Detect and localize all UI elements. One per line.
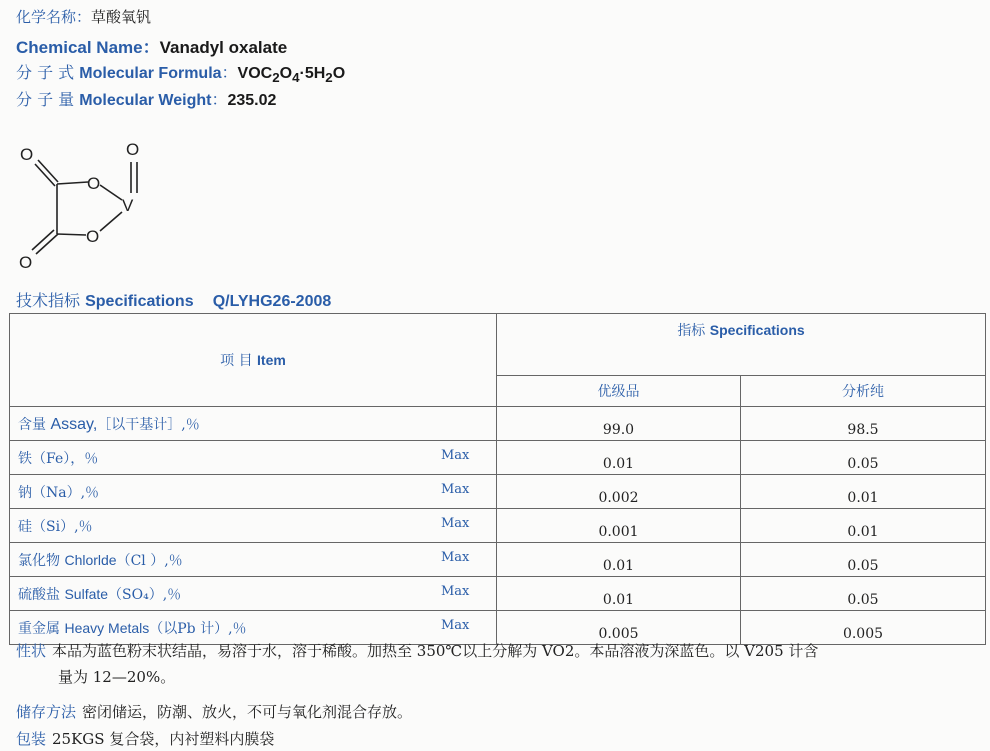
item-name-en: Chlorlde (64, 552, 117, 568)
max-label: Max (441, 550, 470, 565)
bond-o-v-bottom (100, 212, 122, 231)
max-label: Max (441, 516, 470, 531)
item-name-cn: 硫酸盐 (18, 587, 60, 603)
item-name-suffix: （Cl ）,％ (116, 553, 183, 569)
value-analytical: 0.01 (741, 475, 986, 509)
weight-en-label: Molecular Weight (79, 92, 212, 109)
table-row (10, 543, 986, 577)
value-superior: 0.01 (497, 441, 741, 475)
max-label: Max (441, 584, 470, 599)
item-name-cn: 钠（Na）,％ (18, 485, 100, 501)
header-spec-en: Specifications (709, 322, 805, 338)
value-analytical: 0.05 (741, 577, 986, 611)
formula-en-label: Molecular Formula (79, 65, 222, 82)
item-name (18, 516, 93, 536)
item-name-cn: 氯化物 (18, 553, 60, 569)
package-text: 25KGS 复合袋，内衬塑料内膜袋 (52, 730, 275, 748)
value-analytical: 0.05 (741, 543, 986, 577)
item-cell (10, 475, 497, 509)
value-superior: 0.002 (497, 475, 741, 509)
package-paragraph (16, 728, 274, 749)
formula-value (237, 65, 346, 86)
table-row (10, 475, 986, 509)
property-paragraph (16, 640, 818, 661)
atom-o1: O (20, 145, 34, 164)
header-grade-superior: 优级品 (497, 376, 741, 407)
item-name (18, 584, 181, 604)
header-spec-cn: 指标 (677, 323, 706, 339)
spec-heading-cn: 技术指标 (16, 291, 81, 310)
formula-part-a: VOC (237, 65, 273, 82)
storage-paragraph (16, 701, 412, 722)
item-name-suffix: ［以干基计］,％ (97, 417, 200, 433)
value-analytical: 0.01 (741, 509, 986, 543)
structural-formula (10, 138, 170, 278)
chinese-name-value: 草酸氧钒 (91, 8, 152, 26)
formula-part-g: O (332, 65, 346, 82)
value-analytical: 0.05 (741, 441, 986, 475)
english-name-label: Chemical Name (16, 38, 143, 57)
spec-standard: Q/LYHG26-2008 (212, 293, 332, 310)
max-label: Max (441, 448, 470, 463)
value-superior: 0.001 (497, 509, 741, 543)
atom-o3: O (87, 174, 101, 193)
spec-heading-en: Specifications (85, 293, 194, 310)
formula-line (16, 60, 345, 85)
english-name-sep: ： (142, 38, 160, 57)
item-name (18, 448, 98, 468)
item-name-en: Heavy Metals (64, 620, 150, 636)
item-name (18, 550, 183, 570)
weight-sep: ： (211, 90, 228, 109)
header-item-en: Item (257, 352, 286, 368)
formula-sep: ： (221, 63, 238, 82)
formula-part-b: 2 (272, 70, 280, 86)
atom-o2: O (126, 140, 140, 159)
specifications-heading (16, 288, 331, 311)
table-row (10, 407, 986, 441)
item-name-suffix: （以Pb 计）,％ (149, 621, 247, 637)
table-row (10, 509, 986, 543)
value-superior: 0.01 (497, 577, 741, 611)
item-cell (10, 407, 497, 441)
atom-v: V (122, 196, 134, 215)
bond-c2-o (57, 234, 86, 235)
weight-value: 235.02 (227, 92, 277, 109)
header-item-cell (10, 314, 497, 407)
header-item-cn: 项 目 (220, 353, 253, 369)
storage-text: 密闭储运，防潮、放火，不可与氧化剂混合存放。 (82, 703, 413, 721)
property-text: 本品为蓝色粉末状结晶，易溶于水，溶于稀酸。加热至 350℃以上分解为 VO2。本品溶液为深蓝色。以 V205 计含 (52, 642, 819, 660)
value-analytical: 0.005 (741, 611, 986, 645)
formula-part-d: 4 (292, 70, 300, 86)
chinese-name-line (16, 6, 151, 27)
item-cell (10, 509, 497, 543)
property-label: 性状 (16, 642, 47, 660)
max-label: Max (441, 618, 470, 633)
english-name-value: Vanadyl oxalate (159, 38, 288, 57)
item-name-en: Sulfate (64, 586, 109, 602)
item-name-suffix: （SO₄）,％ (108, 587, 182, 603)
table-row (10, 441, 986, 475)
table-row (10, 577, 986, 611)
item-name-cn: 硅（Si）,％ (18, 519, 93, 535)
property-paragraph-continued (58, 666, 175, 687)
item-name (18, 618, 247, 638)
bond-c1-o (57, 182, 88, 184)
item-name (18, 414, 200, 434)
value-superior: 0.005 (497, 611, 741, 645)
formula-part-e: ·5H (299, 65, 326, 82)
header-spec-cell (497, 314, 986, 376)
item-name-cn: 含量 (18, 417, 46, 433)
formula-part-c: O (279, 65, 293, 82)
value-superior: 99.0 (497, 407, 741, 441)
item-name (18, 482, 99, 502)
value-analytical: 98.5 (741, 407, 986, 441)
item-name-en: Assay, (50, 416, 98, 433)
english-name-line (16, 33, 287, 58)
item-cell (10, 543, 497, 577)
property-text-continued: 量为 12—20%。 (58, 668, 176, 686)
item-name-cn: 铁（Fe），％ (18, 451, 99, 467)
package-label: 包装 (16, 730, 47, 748)
formula-part-f: 2 (325, 70, 333, 86)
weight-cn-label: 分 子 量 (16, 90, 75, 109)
item-name-cn: 重金属 (18, 621, 60, 637)
item-cell (10, 441, 497, 475)
atom-o4: O (86, 227, 100, 246)
header-grade-analytical: 分析纯 (741, 376, 986, 407)
item-cell (10, 577, 497, 611)
value-superior: 0.01 (497, 543, 741, 577)
specifications-table (9, 313, 986, 645)
max-label: Max (441, 482, 470, 497)
storage-label: 储存方法 (16, 703, 77, 721)
bond-o-v-top (100, 185, 122, 200)
atom-o5: O (19, 253, 33, 272)
formula-cn-label: 分 子 式 (16, 63, 75, 82)
chinese-name-label: 化学名称： (16, 8, 92, 26)
weight-line (16, 87, 276, 110)
